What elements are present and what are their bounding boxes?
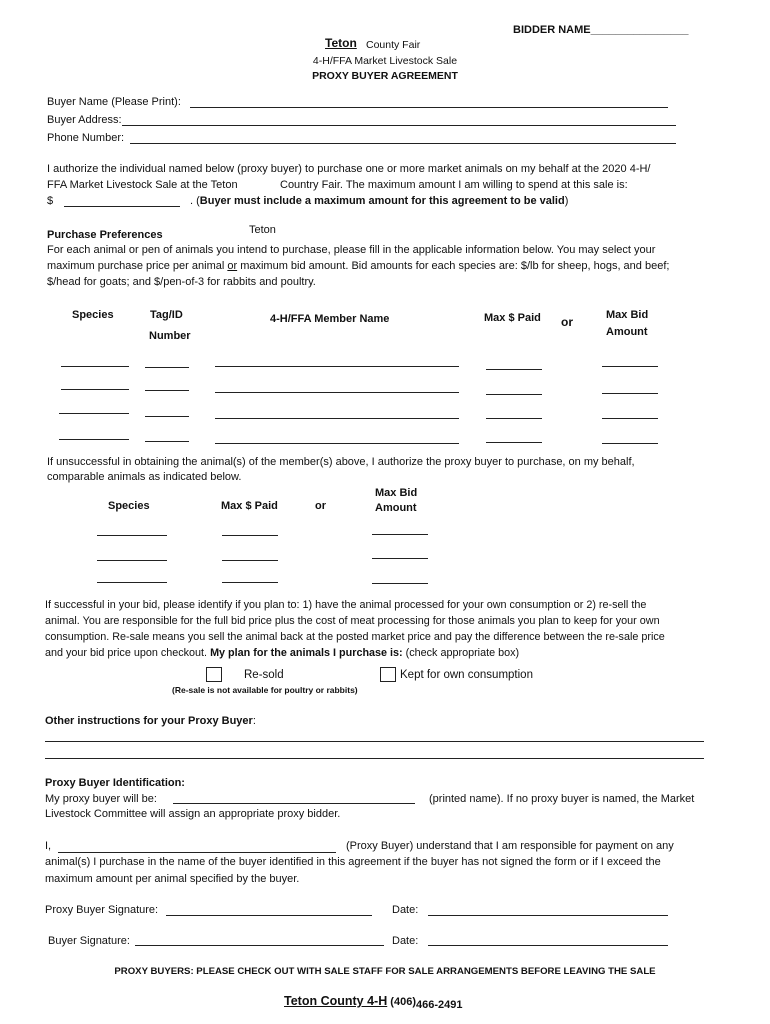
plan-line-4: and your bid price upon checkout. My plan for the animals I purchase is: (check appropriate box) [45, 647, 520, 659]
member-name-field[interactable] [215, 366, 459, 367]
page-title: PROXY BUYER AGREEMENT [312, 70, 458, 82]
table1-or-header: or [561, 315, 573, 329]
county-fair-label: County Fair [366, 39, 421, 51]
proxy-signature-field[interactable] [166, 915, 372, 916]
proxy-name-field[interactable] [173, 803, 415, 804]
species-field[interactable] [97, 535, 167, 536]
max-paid-field[interactable] [222, 560, 278, 561]
preferences-text-1: For each animal or pen of animals you intend to purchase, please fill in the applicable information below. You may select your [47, 244, 656, 256]
species-field[interactable] [61, 366, 129, 367]
buyer-signature-label: Buyer Signature: [48, 935, 130, 947]
max-paid-field[interactable] [222, 582, 278, 583]
authorization-line-2a: FFA Market Livestock Sale at the Teton [47, 179, 238, 191]
unsuccessful-line-2: comparable animals as indicated below. [47, 471, 242, 483]
plan-line-3: consumption. Re-sale means you sell the animal back at the posted market price and pay the difference between the re-sale price [45, 631, 665, 643]
tag-number-field[interactable] [145, 416, 189, 417]
dollar-sign: $ [47, 195, 54, 207]
species-field[interactable] [59, 413, 129, 414]
kept-consumption-checkbox[interactable] [380, 667, 396, 682]
tag-number-field[interactable] [145, 390, 189, 391]
committee-text: Livestock Committee will assign an appropriate proxy bidder. [45, 808, 341, 820]
sale-subtitle: 4-H/FFA Market Livestock Sale [312, 55, 458, 67]
buyer-address-field[interactable] [122, 125, 676, 126]
table1-member-header: 4-H/FFA Member Name [270, 313, 390, 325]
county-name: Teton [325, 36, 357, 50]
date-field-1[interactable] [428, 915, 668, 916]
max-bid-field[interactable] [602, 443, 658, 444]
table1-maxpaid-header: Max $ Paid [484, 312, 541, 324]
max-paid-field[interactable] [486, 418, 542, 419]
other-instructions-label: Other instructions for your Proxy Buyer: [45, 715, 256, 727]
plan-line-1: If successful in your bid, please identify if you plan to: 1) have the animal processed for your own consumption or 2) re-sell the [45, 599, 647, 611]
table2-or-header: or [315, 500, 326, 512]
unsuccessful-line-1: If unsuccessful in obtaining the animal(s) of the member(s) above, I authorize the proxy buyer to purchase, on my behalf, [47, 456, 635, 468]
teton-note: Teton [249, 224, 276, 236]
footer-phone-number: 466-2491 [415, 999, 463, 1011]
authorization-line-3: . (Buyer must include a maximum amount for this agreement to be valid) [190, 195, 569, 207]
max-amount-text: maximum amount per animal specified by the buyer. [45, 873, 300, 885]
preferences-text-3: $/head for goats; and $/pen-of-3 for rabbits and poultry. [47, 276, 316, 288]
understand-text: (Proxy Buyer) understand that I am responsible for payment on any [346, 840, 674, 852]
table1-number-header: Number [149, 330, 191, 342]
table1-tag-header: Tag/ID [150, 309, 183, 321]
preferences-text-2: maximum purchase price per animal or maximum bid amount. Bid amounts for each species are: $/lb for sheep, hogs, and beef; [47, 260, 670, 272]
printed-name-text: (printed name). If no proxy buyer is named, the Market [429, 793, 695, 805]
purchase-preferences-heading: Purchase Preferences [47, 229, 163, 241]
bidder-name-label: BIDDER NAME________________ [513, 24, 689, 36]
i-label: I, [45, 840, 52, 852]
animals-text: animal(s) I purchase in the name of the buyer identified in this agreement if the buyer has not signed the form or if I exceed the [45, 856, 661, 868]
max-bid-field[interactable] [602, 366, 658, 367]
buyer-address-label: Buyer Address: [47, 114, 122, 126]
table2-amount-header: Amount [375, 502, 417, 514]
species-field[interactable] [97, 560, 167, 561]
member-name-field[interactable] [215, 418, 459, 419]
max-bid-field[interactable] [372, 534, 428, 535]
member-name-field[interactable] [215, 392, 459, 393]
footer-org: Teton County 4-H [284, 994, 388, 1008]
resold-checkbox[interactable] [206, 667, 222, 682]
date-label-2: Date: [392, 935, 419, 947]
table1-species-header: Species [72, 309, 114, 321]
species-field[interactable] [59, 439, 129, 440]
max-paid-field[interactable] [486, 369, 542, 370]
proxy-id-heading: Proxy Buyer Identification: [45, 777, 185, 789]
date-field-2[interactable] [428, 945, 668, 946]
footer-phone: (406) [390, 996, 416, 1008]
proxy-signature-label: Proxy Buyer Signature: [45, 904, 159, 916]
footer-org-line [284, 994, 463, 1011]
species-field[interactable] [97, 582, 167, 583]
instructions-line[interactable] [45, 758, 704, 759]
max-bid-field[interactable] [372, 558, 428, 559]
table2-maxbid-header: Max Bid [375, 487, 418, 499]
proxy-will-be-label: My proxy buyer will be: [45, 793, 157, 805]
buyer-signature-field[interactable] [135, 945, 384, 946]
table1-maxbid-header: Max Bid [606, 309, 649, 321]
max-bid-field[interactable] [372, 583, 428, 584]
phone-number-label: Phone Number: [47, 132, 125, 144]
phone-number-field[interactable] [130, 143, 676, 144]
plan-line-2: animal. You are responsible for the full bid price plus the cost of meat processing for those animals you plan to keep for your own [45, 615, 660, 627]
max-bid-field[interactable] [602, 418, 658, 419]
max-amount-field[interactable] [64, 206, 180, 207]
tag-number-field[interactable] [145, 367, 189, 368]
date-label-1: Date: [392, 904, 419, 916]
authorization-line-2b: Country Fair. The maximum amount I am willing to spend at this sale is: [280, 179, 628, 191]
resold-label: Re-sold [244, 669, 284, 681]
member-name-field[interactable] [215, 443, 459, 444]
resale-note: (Re-sale is not available for poultry or rabbits) [172, 685, 358, 695]
table2-species-header: Species [108, 500, 150, 512]
proxy-understand-name-field[interactable] [58, 852, 336, 853]
species-field[interactable] [61, 389, 129, 390]
tag-number-field[interactable] [145, 441, 189, 442]
table2-maxpaid-header: Max $ Paid [221, 500, 278, 512]
buyer-name-label: Buyer Name (Please Print): [47, 96, 181, 108]
max-bid-field[interactable] [602, 393, 658, 394]
instructions-line[interactable] [45, 741, 704, 742]
max-paid-field[interactable] [486, 394, 542, 395]
table1-amount-header: Amount [606, 326, 648, 338]
kept-consumption-label: Kept for own consumption [400, 669, 533, 681]
buyer-name-field[interactable] [190, 107, 668, 108]
max-paid-field[interactable] [222, 535, 278, 536]
authorization-line-1: I authorize the individual named below (proxy buyer) to purchase one or more market animals on my behalf at the 2020 4-H/ [47, 163, 651, 175]
proxy-notice: PROXY BUYERS: PLEASE CHECK OUT WITH SALE STAFF FOR SALE ARRANGEMENTS BEFORE LEAVING THE SALE [114, 966, 656, 977]
max-paid-field[interactable] [486, 442, 542, 443]
